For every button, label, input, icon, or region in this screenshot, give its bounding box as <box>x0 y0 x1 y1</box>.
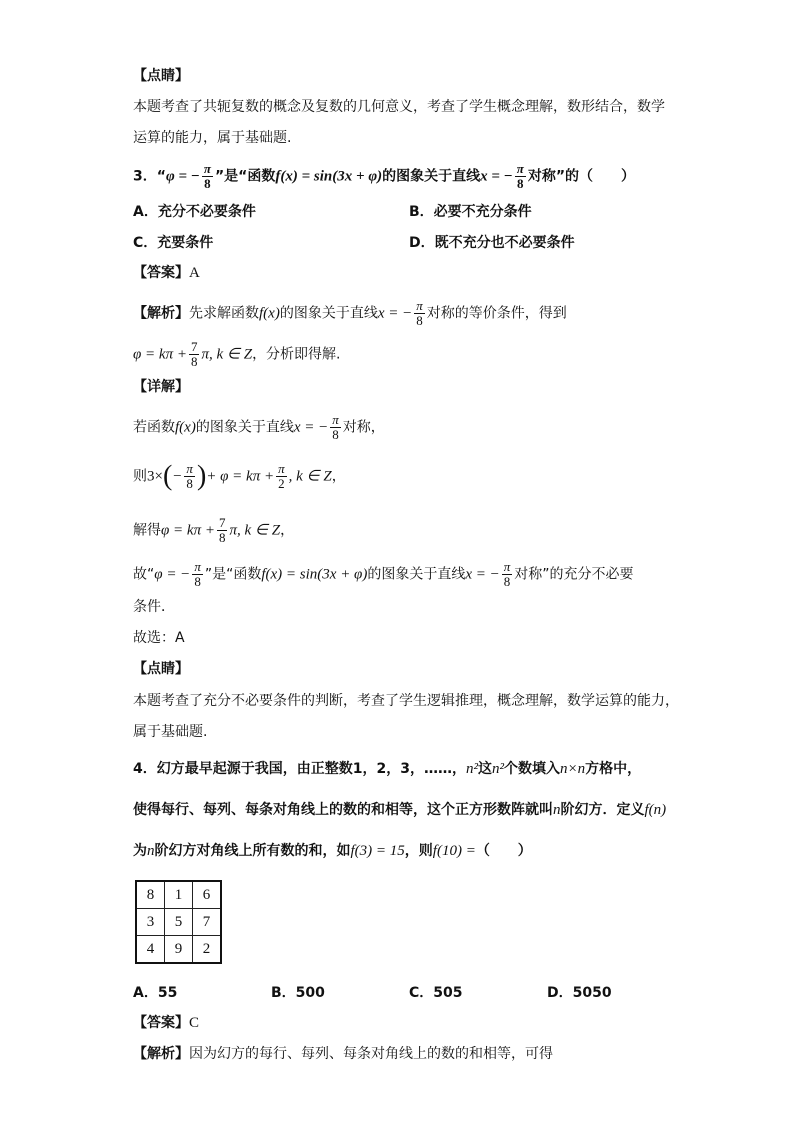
text: 4．幻方最早起源于我国，由正整数1，2，3，……， <box>133 761 466 777</box>
n-variable: n <box>147 843 155 859</box>
text: ”是“函数 <box>204 566 262 583</box>
question-4-line <box>133 799 666 821</box>
text: 使得每行、每列、每条对角线上的数的和相等，这个正方形数阵就叫 <box>133 802 553 818</box>
option-b: B．500 <box>271 985 325 1001</box>
text: 先求解函数 <box>189 305 259 322</box>
denominator: 8 <box>190 354 198 369</box>
section-label-dianjing: 【点睛】 <box>133 661 189 677</box>
grid-cell: 6 <box>193 881 222 909</box>
text: ， <box>280 522 295 539</box>
detail-line: 则3×(− $\frac{\pi}{8}$ )+ φ = kπ + $\frac{\pi}{2}$ , k ∈ Z， <box>133 460 346 492</box>
grid-cell: 7 <box>193 909 222 936</box>
text: 故“ <box>133 566 155 583</box>
text: 阶幻方对角线上所有数的和，如 <box>154 843 351 859</box>
analysis-label: 【解析】 <box>133 305 189 322</box>
text: 的图象关于直线 <box>195 419 294 436</box>
fraction-pi-over-8 <box>192 560 203 589</box>
grid-row <box>136 881 221 909</box>
fraction-pi-over-2 <box>276 462 287 491</box>
answer-value: C <box>189 1015 200 1031</box>
phi-expression: φ = − <box>165 168 200 185</box>
denominator: 8 <box>194 574 201 589</box>
answer-label: 【答案】 <box>133 265 189 281</box>
text: 这 <box>477 761 492 777</box>
numerator: 7 <box>218 515 226 530</box>
denominator: 8 <box>416 313 423 328</box>
detail-line <box>133 413 385 442</box>
q3-tail: 对称”的（ ） <box>527 168 636 185</box>
fraction-pi-over-8 <box>330 413 341 442</box>
denominator: 8 <box>332 427 339 442</box>
fraction-7-over-8 <box>217 516 228 545</box>
option-a: A．55 <box>133 985 178 1001</box>
numerator: 7 <box>190 339 198 354</box>
option-c: C．505 <box>409 985 463 1001</box>
text: 若函数 <box>133 419 175 436</box>
x-expression: x = − <box>293 419 329 436</box>
answer-value: A <box>189 265 200 281</box>
analysis-line <box>133 340 341 369</box>
text: 阶幻方．定义 <box>560 802 645 818</box>
option-a: A．充分不必要条件 <box>133 204 256 220</box>
paragraph-line: 本题考查了共轭复数的概念及复数的几何意义，考查了学生概念理解，数形结合，数学 <box>133 99 665 115</box>
magic-square-grid <box>135 880 222 964</box>
q3-mid2: 的图象关于直线 <box>382 168 481 185</box>
n-squared: n² <box>491 761 504 777</box>
numerator: π <box>194 559 201 574</box>
analysis-line <box>133 1043 553 1065</box>
expression: , k ∈ Z <box>288 468 332 485</box>
fraction-pi-over-8 <box>202 162 213 191</box>
numerator: π <box>416 298 423 313</box>
grid-cell: 4 <box>136 936 165 964</box>
text: 则 <box>133 468 147 485</box>
n-variable: n <box>553 802 561 818</box>
section-label-dianjing: 【点睛】 <box>133 68 189 84</box>
detail-line <box>133 560 634 589</box>
x-expression: x = − <box>465 566 500 583</box>
q3-prefix: 3．“ <box>133 168 166 185</box>
expression: π, k ∈ Z <box>201 346 253 363</box>
grid-cell: 2 <box>193 936 222 964</box>
answer-line <box>133 1012 199 1034</box>
numerator: π <box>278 461 285 476</box>
function-expression: f(x) = sin(3x + φ) <box>261 566 368 583</box>
f3-expression: f(3) = 15 <box>350 843 405 859</box>
right-paren: ) <box>196 460 207 492</box>
option-c: C．充要条件 <box>133 235 214 251</box>
x-expression: x = − <box>480 168 513 185</box>
text: ，则 <box>404 843 433 859</box>
f10-expression: f(10) = <box>432 843 476 859</box>
expression: + φ = kπ + <box>206 468 275 485</box>
fraction-pi-over-8 <box>414 299 425 328</box>
text: 对称， <box>342 419 385 436</box>
grid-row <box>136 936 221 964</box>
text: 对称的等价条件，得到 <box>426 305 567 322</box>
grid-row <box>136 909 221 936</box>
n-by-n: n×n <box>559 761 586 777</box>
option-b: B．必要不充分条件 <box>409 204 532 220</box>
answer-line <box>133 262 200 284</box>
fraction-7-over-8 <box>189 340 200 369</box>
question-4-line <box>133 840 532 862</box>
detail-line <box>133 516 294 545</box>
answer-label: 【答案】 <box>133 1015 189 1031</box>
paragraph-line: 属于基础题. <box>133 724 208 740</box>
grid-cell: 1 <box>165 881 193 909</box>
grid-cell: 5 <box>165 909 193 936</box>
text: 为 <box>133 843 147 859</box>
question-3-stem <box>133 162 635 191</box>
fraction-pi-over-8 <box>184 462 195 491</box>
phi-expression: φ = kπ + <box>161 522 215 539</box>
text: 的图象关于直线 <box>279 305 378 322</box>
numerator: π <box>186 461 193 476</box>
phi-expression: φ = kπ + <box>133 346 187 363</box>
denominator: 8 <box>186 476 193 491</box>
expression: π, k ∈ Z <box>229 522 281 539</box>
fraction-pi-over-8 <box>502 560 513 589</box>
option-d: D．既不充分也不必要条件 <box>409 235 575 251</box>
fx-expression: f(x) <box>175 419 196 436</box>
text: 个数填入 <box>503 761 560 777</box>
numerator: π <box>203 161 211 176</box>
denominator: 8 <box>503 574 511 589</box>
numerator: π <box>503 559 511 574</box>
left-paren: ( <box>162 460 173 492</box>
denominator: 8 <box>204 176 211 191</box>
option-d: D．5050 <box>547 985 612 1001</box>
denominator: 8 <box>517 176 524 191</box>
denominator: 8 <box>218 530 226 545</box>
fx-expression: f(x) <box>259 305 280 322</box>
numerator: π <box>332 412 339 427</box>
analysis-label: 【解析】 <box>133 1046 189 1062</box>
numerator: π <box>516 161 524 176</box>
analysis-line <box>133 299 567 328</box>
detail-label: 【详解】 <box>133 379 189 395</box>
grid-cell: 9 <box>165 936 193 964</box>
n-squared: n² <box>465 761 478 777</box>
question-4-line <box>133 758 641 780</box>
text: ， <box>331 468 346 485</box>
text: 对称”的充分不必要 <box>514 566 634 583</box>
grid-cell: 3 <box>136 909 165 936</box>
phi-expression: φ = − <box>154 566 191 583</box>
function-expression: f(x) = sin(3x + φ) <box>275 168 383 185</box>
detail-line: 条件． <box>133 599 175 615</box>
q3-mid1: ”是“函数 <box>214 168 276 185</box>
text: ，分析即得解. <box>252 346 341 363</box>
grid-cell: 8 <box>136 881 165 909</box>
text: 解得 <box>133 522 161 539</box>
text: （ ） <box>475 843 532 859</box>
x-expression: x = − <box>377 305 413 322</box>
expression: 3× <box>147 468 163 485</box>
detail-line: 故选：A <box>133 630 185 646</box>
text: 的图象关于直线 <box>367 566 466 583</box>
text: 方格中， <box>585 761 642 777</box>
fraction-pi-over-8 <box>515 162 526 191</box>
paragraph-line: 本题考查了充分不必要条件的判断，考查了学生逻辑推理，概念理解，数学运算的能力， <box>133 693 679 709</box>
text: 因为幻方的每行、每列、每条对角线上的数的和相等，可得 <box>189 1046 553 1062</box>
denominator: 2 <box>278 476 285 491</box>
paragraph-line: 运算的能力，属于基础题. <box>133 130 292 146</box>
fn-expression: f(n) <box>644 802 667 818</box>
